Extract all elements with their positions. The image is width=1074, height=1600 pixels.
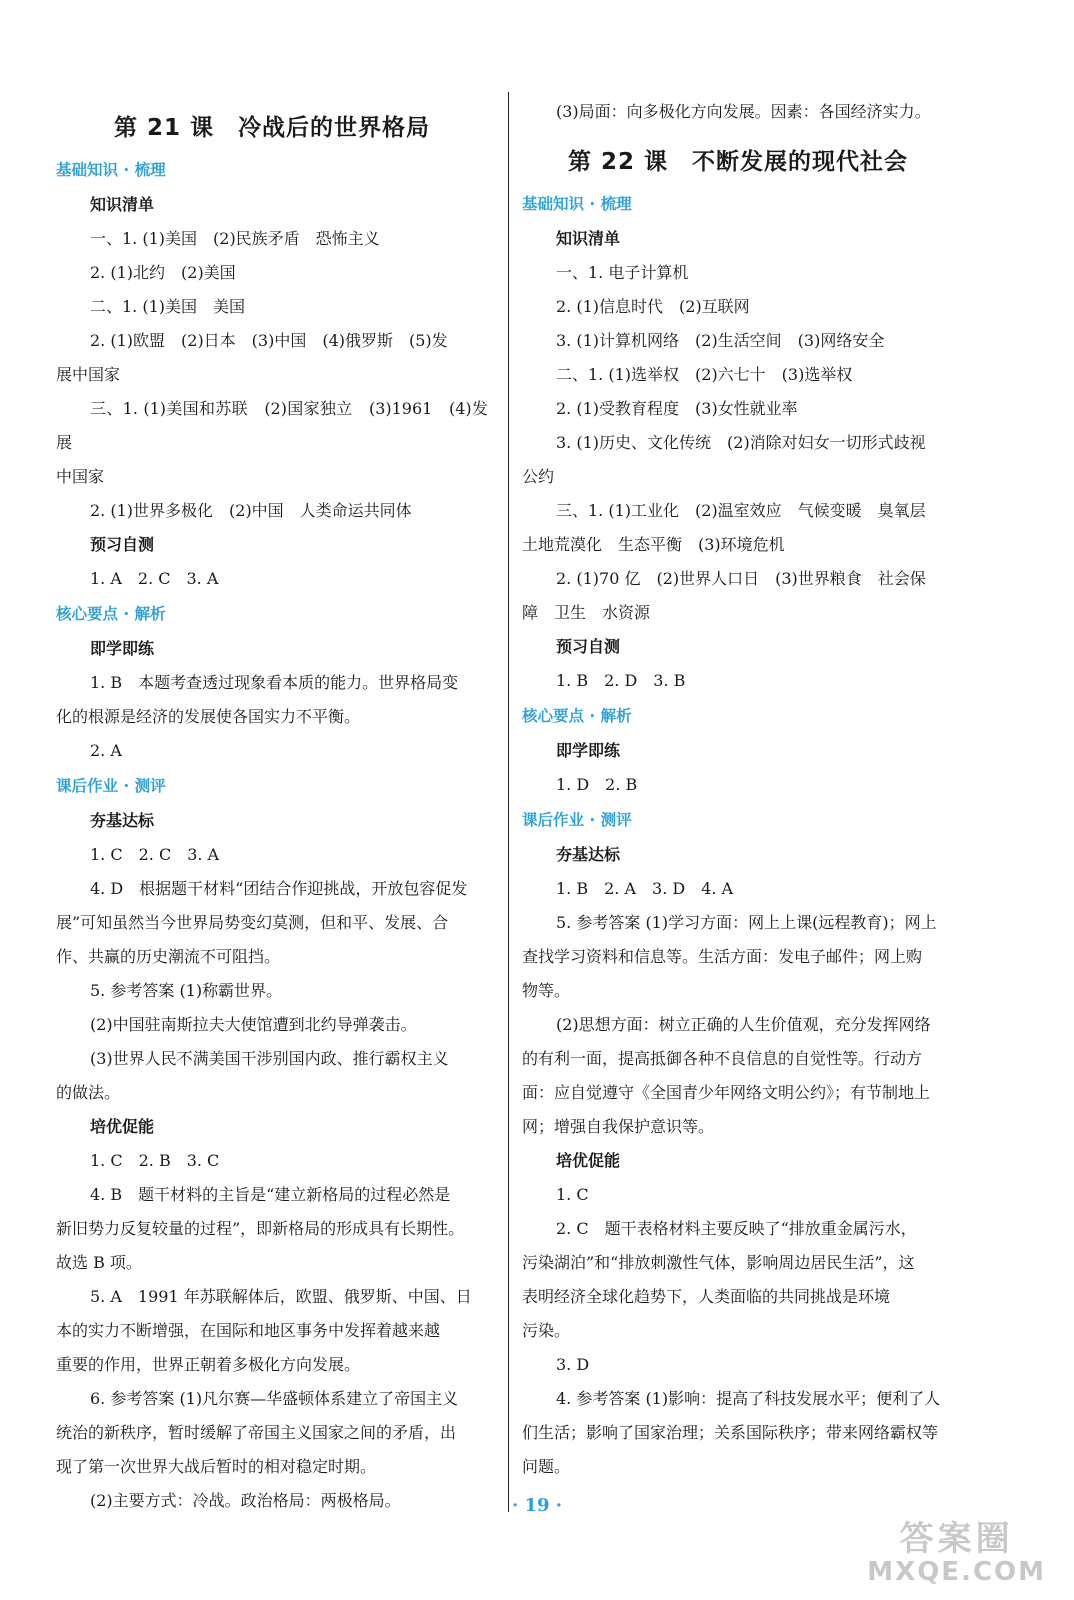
answer-line: 们生活；影响了国家治理；关系国际秩序；带来网络霸权等	[522, 1423, 939, 1442]
answer-line: 5. 参考答案 (1)称霸世界。	[90, 981, 283, 1000]
answer-line: 二、1. (1)美国 美国	[90, 297, 246, 316]
answer-line: 污染。	[522, 1321, 571, 1340]
answer-line: 障 卫生 水资源	[522, 603, 651, 622]
answer-line: 4. B 题干材料的主旨是“建立新格局的过程必然是	[90, 1185, 451, 1204]
answer-line: (3)局面：向多极化方向发展。因素：各国经济实力。	[556, 102, 931, 121]
answer-line: 一、1. (1)美国 (2)民族矛盾 恐怖主义	[90, 229, 380, 248]
answer-line: 5. 参考答案 (1)学习方面：网上上课(远程教育)；网上	[556, 913, 937, 932]
subhead-advanced: 培优促能	[556, 1151, 621, 1170]
section-homework: 课后作业 · 测评	[56, 777, 166, 795]
answer-line: 1. B 2. A 3. D 4. A	[556, 879, 734, 898]
answer-line: 查找学习资料和信息等。生活方面：发电子邮件；网上购	[522, 947, 923, 966]
answer-line: 2. (1)欧盟 (2)日本 (3)中国 (4)俄罗斯 (5)发	[90, 331, 448, 350]
section-homework: 课后作业 · 测评	[522, 811, 632, 829]
answer-line: 2. (1)世界多极化 (2)中国 人类命运共同体	[90, 501, 412, 520]
right-column	[522, 95, 954, 1484]
answer-line: 三、1. (1)工业化 (2)温室效应 气候变暖 臭氧层	[556, 501, 926, 520]
answer-line: 问题。	[522, 1457, 571, 1476]
watermark-text-bottom: MXQE.COM	[867, 1557, 1046, 1587]
watermark-logo	[867, 1520, 1046, 1586]
answer-line: 3. D	[556, 1355, 590, 1374]
answer-line: 2. (1)70 亿 (2)世界人口日 (3)世界粮食 社会保	[556, 569, 926, 588]
answer-line: 一、1. 电子计算机	[556, 263, 689, 282]
subhead-preview-test: 预习自测	[90, 535, 155, 554]
subhead-foundation: 夯基达标	[556, 845, 621, 864]
lesson-21-title: 第 21 课 冷战后的世界格局	[113, 115, 431, 141]
answer-line: 1. C 2. C 3. A	[90, 845, 220, 864]
answer-line: 6. 参考答案 (1)凡尔赛—华盛顿体系建立了帝国主义	[90, 1389, 459, 1408]
answer-line: 1. C	[556, 1185, 589, 1204]
answer-line: 本的实力不断增强，在国际和地区事务中发挥着越来越	[56, 1321, 441, 1340]
answer-line: 1. B 本题考查透过现象看本质的能力。世界格局变	[90, 673, 459, 692]
answer-line: 1. D 2. B	[556, 775, 638, 794]
lesson-22-title: 第 22 课 不断发展的现代社会	[567, 149, 909, 175]
subhead-foundation: 夯基达标	[90, 811, 155, 830]
answer-line: 1. B 2. D 3. B	[556, 671, 686, 690]
section-basic-knowledge: 基础知识 · 梳理	[522, 195, 632, 213]
answer-line: 故选 B 项。	[56, 1253, 142, 1272]
answer-line: 公约	[522, 467, 555, 486]
subhead-practice: 即学即练	[556, 741, 621, 760]
answer-line: 4. D 根据题干材料“团结合作迎挑战，开放包容促发	[90, 879, 468, 898]
answer-line: 1. A 2. C 3. A	[90, 569, 219, 588]
answer-line: 网；增强自我保护意识等。	[522, 1117, 715, 1136]
answer-line: 展”可知虽然当今世界局势变幻莫测，但和平、发展、合	[56, 913, 449, 932]
answer-line: 现了第一次世界大战后暂时的相对稳定时期。	[56, 1457, 377, 1476]
answer-line: 3. (1)计算机网络 (2)生活空间 (3)网络安全	[556, 331, 885, 350]
answer-line: 新旧势力反复较量的过程”，即新格局的形成具有长期性。	[56, 1219, 465, 1238]
answer-line: 统治的新秩序，暂时缓解了帝国主义国家之间的矛盾，出	[56, 1423, 457, 1442]
answer-line: 的做法。	[56, 1083, 121, 1102]
section-core-points: 核心要点 · 解析	[56, 605, 166, 623]
answer-line: 展中国家	[56, 365, 121, 384]
subhead-practice: 即学即练	[90, 639, 155, 658]
left-column	[56, 95, 488, 1518]
answer-line: 中国家	[56, 467, 105, 486]
answer-line: 2. (1)受教育程度 (3)女性就业率	[556, 399, 798, 418]
answer-line: 污染湖泊”和“排放刺激性气体，影响周边居民生活”，这	[522, 1253, 915, 1272]
answer-line: 的有利一面，提高抵御各种不良信息的自觉性等。行动方	[522, 1049, 923, 1068]
answer-line: 5. A 1991 年苏联解体后，欧盟、俄罗斯、中国、日	[90, 1287, 472, 1306]
answer-line: 重要的作用，世界正朝着多极化方向发展。	[56, 1355, 361, 1374]
answer-line: 化的根源是经济的发展使各国实力不平衡。	[56, 707, 361, 726]
answer-line: 2. (1)北约 (2)美国	[90, 263, 236, 282]
answer-line: 物等。	[522, 981, 571, 1000]
subhead-advanced: 培优促能	[90, 1117, 155, 1136]
answer-line: 2. A	[90, 741, 122, 760]
answer-line: 2. (1)信息时代 (2)互联网	[556, 297, 750, 316]
section-core-points: 核心要点 · 解析	[522, 707, 632, 725]
answer-line: (2)中国驻南斯拉夫大使馆遭到北约导弹袭击。	[90, 1015, 417, 1034]
answer-line: 二、1. (1)选举权 (2)六七十 (3)选举权	[556, 365, 853, 384]
answer-line: (3)世界人民不满美国干涉别国内政、推行霸权主义	[90, 1049, 449, 1068]
answer-line: 三、1. (1)美国和苏联 (2)国家独立 (3)1961 (4)发展	[56, 399, 488, 452]
answer-line: 面：应自觉遵守《全国青少年网络文明公约》；有节制地上	[522, 1083, 931, 1102]
answer-line: 4. 参考答案 (1)影响：提高了科技发展水平；便利了人	[556, 1389, 941, 1408]
answer-line: 3. (1)历史、文化传统 (2)消除对妇女一切形式歧视	[556, 433, 926, 452]
answer-line: 2. C 题干表格材料主要反映了“排放重金属污水，	[556, 1219, 917, 1238]
section-basic-knowledge: 基础知识 · 梳理	[56, 161, 166, 179]
answer-line: 作、共赢的历史潮流不可阻挡。	[56, 947, 281, 966]
answer-line: 表明经济全球化趋势下，人类面临的共同挑战是环境	[522, 1287, 891, 1306]
subhead-knowledge-list: 知识清单	[90, 195, 155, 214]
column-divider	[508, 92, 509, 1512]
watermark-text-top: 答案圈	[899, 1519, 1014, 1559]
answer-line: 1. C 2. B 3. C	[90, 1151, 220, 1170]
answer-line: (2)主要方式：冷战。政治格局：两极格局。	[90, 1491, 401, 1510]
page-number: · 19 ·	[511, 1495, 563, 1516]
answer-line: 土地荒漠化 生态平衡 (3)环境危机	[522, 535, 785, 554]
subhead-preview-test: 预习自测	[556, 637, 621, 656]
answer-line: (2)思想方面：树立正确的人生价值观，充分发挥网络	[556, 1015, 931, 1034]
subhead-knowledge-list: 知识清单	[556, 229, 621, 248]
